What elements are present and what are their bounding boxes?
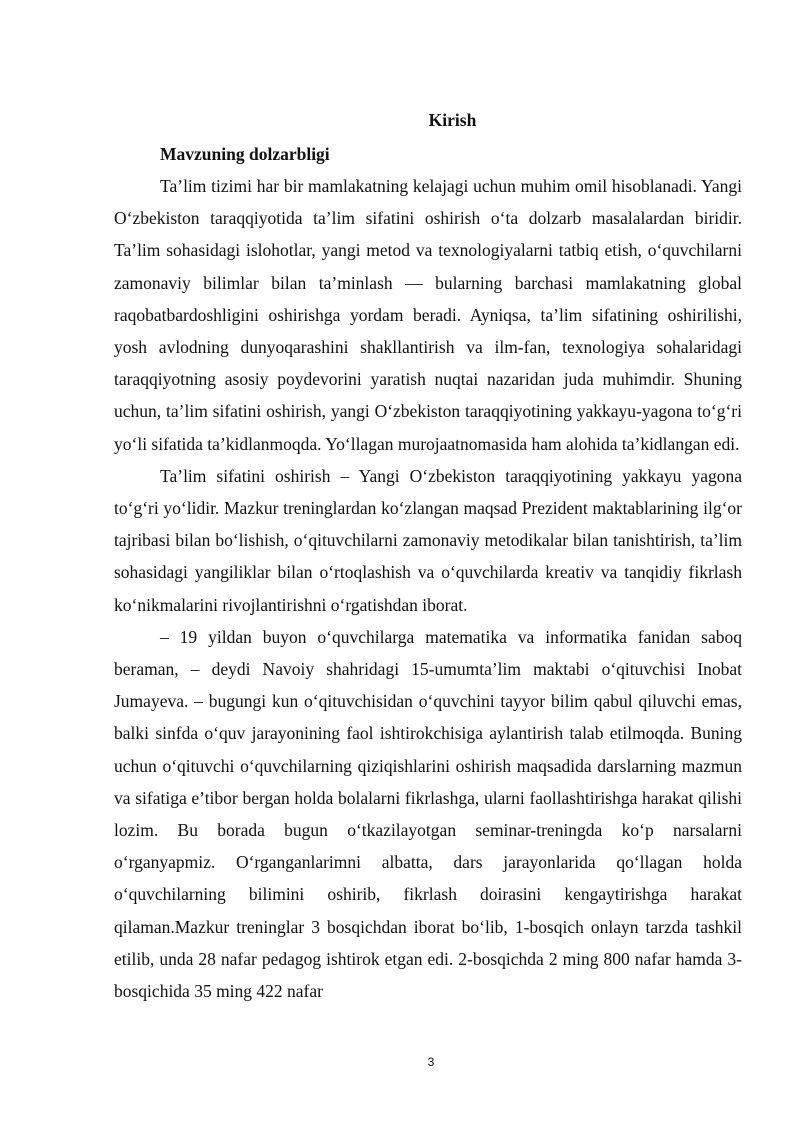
page-title: Kirish <box>428 110 477 130</box>
body-text <box>114 170 742 1007</box>
paragraph: – 19 yildan buyon o‘quvchilarga matematika va informatika fanidan saboq beraman, – deydi Navoiy shahridagi 15-umumta’lim maktabi o‘qituvchisi Inobat Jumayeva. – bugungi kun o‘qituvchisidan o‘quvchini tayyor bilim qabul qiluvchi emas, balki sinfda o‘quv jarayonining faol ishtirokchisiga aylantirish talab etilmoqda. Buning uchun o‘qituvchi o‘quvchilarning qiziqishlarini oshirish maqsadida darslarning mazmun va sifatiga e’tibor bergan holda bolalarni fikrlashga, ularni faollashtirishga harakat qilishi lozim. Bu borada bugun o‘tkazilayotgan seminar-treningda ko‘p narsalarni o‘rganyapmiz. O‘rganganlarimni albatta, dars jarayonlarida qo‘llagan holda o‘quvchilarning bilimini oshirib, fikrlash doirasini kengaytirishga harakat qilaman.Mazkur treninglar 3 bosqichdan iborat bo‘lib, 1-bosqich onlayn tarzda tashkil etilib, unda 28 nafar pedagog ishtirok etgan edi. 2-bosqichda 2 ming 800 nafar hamda 3-bosqichida 35 ming 422 nafar <box>114 626 742 1002</box>
paragraph: Ta’lim sifatini oshirish – Yangi O‘zbekiston taraqqiyotining yakkayu yagona to‘g‘ri yo‘lidir. Mazkur treninglardan ko‘zlangan maqsad Prezident maktablarining ilg‘or tajribasi bilan bo‘lishish, o‘qituvchilarni zamonaviy metodikalar bilan tanishtirish, ta’lim sohasidagi yangiliklar bilan o‘rtoqlashish va o‘quvchilarda kreativ va tanqidiy fikrlash ko‘nikmalarini rivojlantirishni o‘rgatishdan iborat. <box>114 465 742 615</box>
section-heading: Mavzuning dolzarbligi <box>160 144 330 164</box>
page-number: 3 <box>427 1055 435 1069</box>
paragraph: Ta’lim tizimi har bir mamlakatning kelajagi uchun muhim omil hisoblanadi. Yangi O‘zbekiston taraqqiyotida ta’lim sifatini oshirish o‘ta dolzarb masalalardan biridir. Ta’lim sohasidagi islohotlar, yangi metod va texnologiyalarni tatbiq etish, o‘quvchilarni zamonaviy bilimlar bilan ta’minlash — bularning barchasi mamlakatning global raqobatbardoshligini oshirishga yordam beradi. Ayniqsa, ta’lim sifatining oshirilishi, yosh avlodning dunyoqarashini shakllantirish va ilm-fan, texnologiya sohalaridagi taraqqiyotning asosiy poydevorini yaratish nuqtai nazaridan juda muhimdir. Shuning uchun, ta’lim sifatini oshirish, yangi O‘zbekiston taraqqiyotining yakkayu-yagona to‘g‘ri yo‘li sifatida ta’kidlanmoqda. Yo‘llagan murojaatnomasida ham alohida ta’kidlangan edi. <box>114 176 742 454</box>
